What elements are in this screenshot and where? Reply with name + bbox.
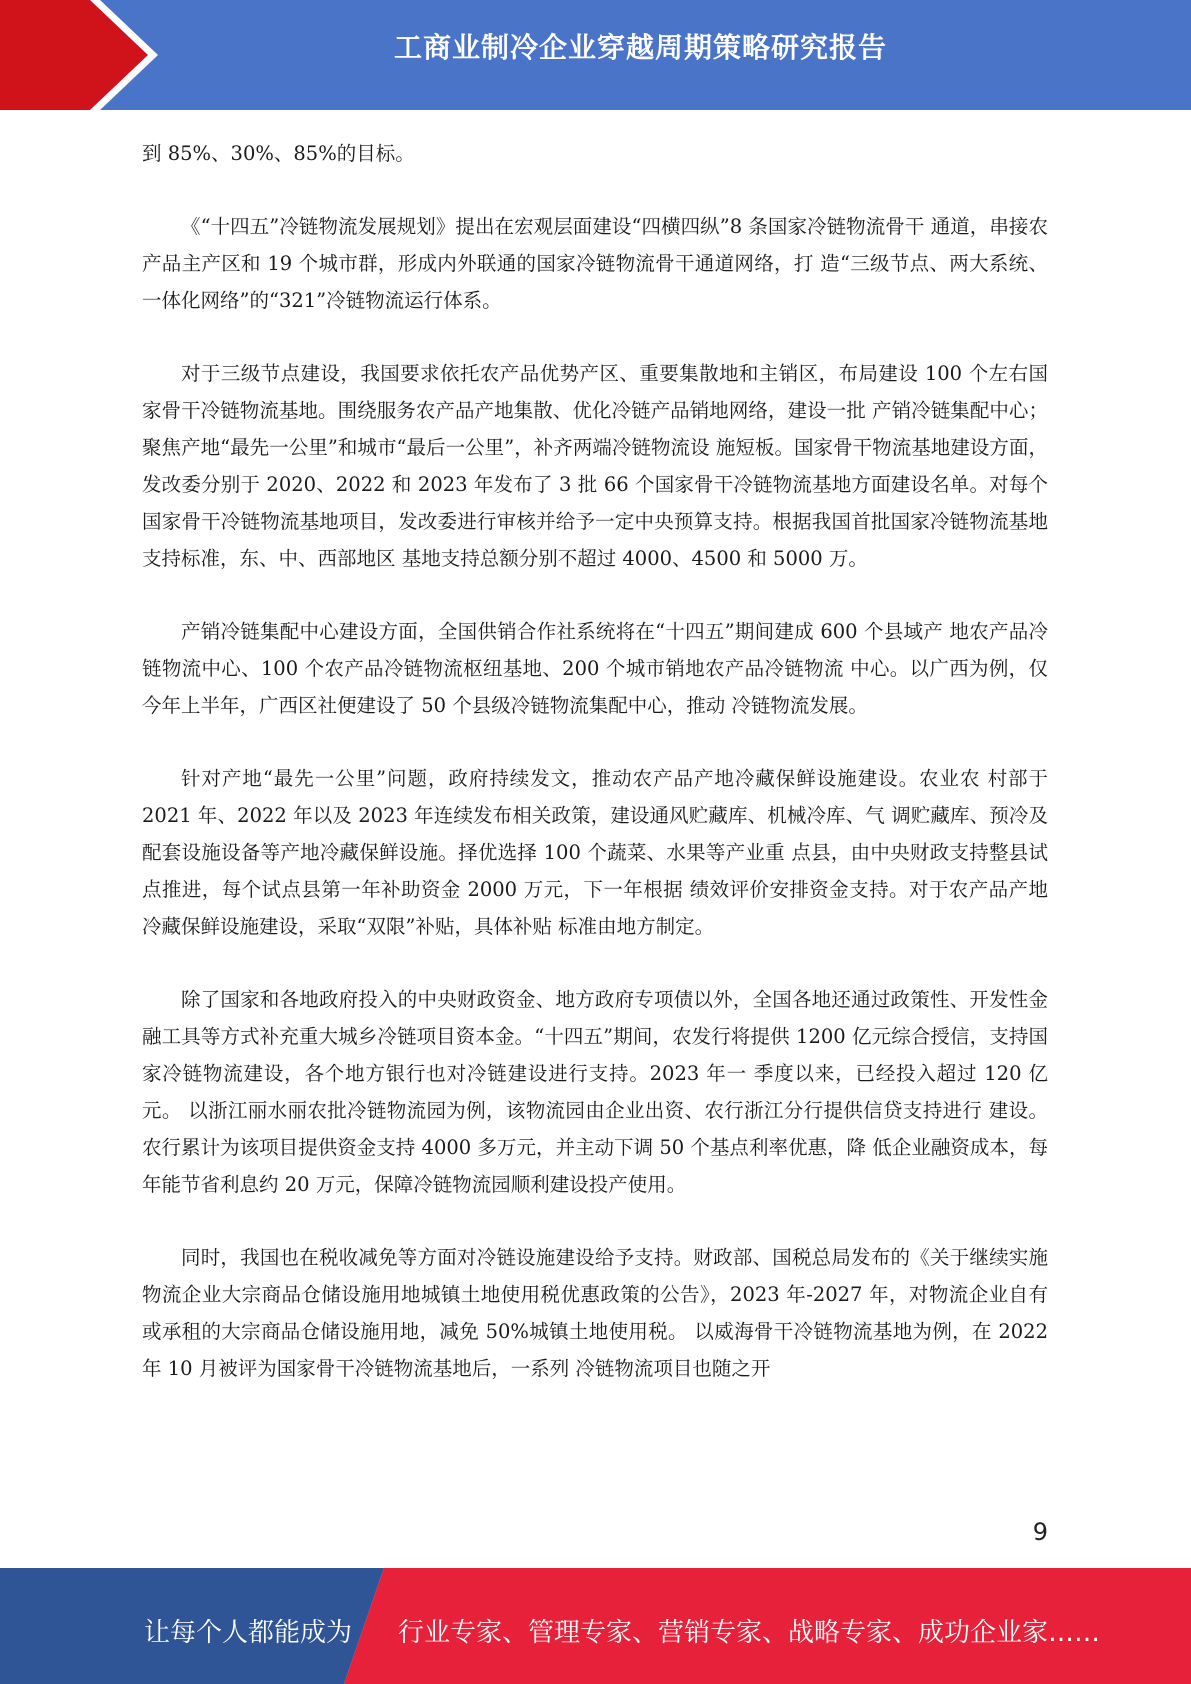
paragraph-2: 《“十四五”冷链物流发展规划》提出在宏观层面建设“四横四纵”8 条国家冷链物流骨干 通道，串接农产品主产区和 19 个城市群，形成内外联通的国家冷链物流骨干通道网络，打 造“三级节点、两大系统、一体化网络”的“321”冷链物流运行体系。 bbox=[142, 215, 1048, 312]
paragraph-6: 除了国家和各地政府投入的中央财政资金、地方政府专项债以外，全国各地还通过政策性、开发性金融工具等方式补充重大城乡冷链项目资本金。“十四五”期间，农发行将提供 1200 亿元综合授信，支持国家冷链物流建设，各个地方银行也对冷链建设进行支持。2023 年一 季度以来，已经投入超过 120 亿元。 以浙江丽水丽农批冷链物流园为例，该物流园由企业出资、农行浙江分行提供信贷支持进行 建设。农行累计为该项目提供资金支持 4000 多万元，并主动下调 50 个基点利率优惠，降 低企业融资成本，每年能节省利息约 20 万元，保障冷链物流园顺利建设投产使用。 bbox=[142, 988, 1048, 1196]
footer-slogan-left: 让每个人都能成为 bbox=[144, 1618, 353, 1648]
paragraph-5: 针对产地“最先一公里”问题，政府持续发文，推动农产品产地冷藏保鲜设施建设。农业农 村部于 2021 年、2022 年以及 2023 年连续发布相关政策，建设通风贮藏库、机械冷库、气 调贮藏库、预冷及配套设施设备等产地冷藏保鲜设施。择优选择 100 个蔬菜、水果等产业重 点县，由中央财政支持整县试点推进，每个试点县第一年补助资金 2000 万元，下一年根据 绩效评价安排资金支持。对于农产品产地冷藏保鲜设施建设，采取“双限”补贴，具体补贴 标准由地方制定。 bbox=[142, 767, 1048, 938]
body-text bbox=[142, 135, 1048, 1423]
paragraph-7: 同时，我国也在税收减免等方面对冷链设施建设给予支持。财政部、国税总局发布的《关于继续实施物流企业大宗商品仓储设施用地城镇土地使用税优惠政策的公告》，2023 年-2027 年，对物流企业自有或承租的大宗商品仓储设施用地，减免 50%城镇土地使用税。 以威海骨干冷链物流基地为例，在 2022 年 10 月被评为国家骨干冷链物流基地后，一系列 冷链物流项目也随之开 bbox=[142, 1246, 1048, 1380]
page-number: 9 bbox=[1032, 1518, 1048, 1546]
paragraph-3: 对于三级节点建设，我国要求依托农产品优势产区、重要集散地和主销区，布局建设 100 个左右国家骨干冷链物流基地。围绕服务农产品产地集散、优化冷链产品销地网络，建设一批 产销冷链集配中心；聚焦产地“最先一公里”和城市“最后一公里”，补齐两端冷链物流设 施短板。国家骨干物流基地建设方面，发改委分别于 2020、2022 和 2023 年发布了 3 批 66 个国家骨干冷链物流基地方面建设名单。对每个国家骨干冷链物流基地项目，发改委进行审核并给予一定中央预算支持。根据我国首批国家冷链物流基地支持标准，东、中、西部地区 基地支持总额分别不超过 4000、4500 和 5000 万。 bbox=[142, 362, 1048, 570]
page-footer bbox=[0, 1568, 1191, 1684]
page-header bbox=[0, 0, 1191, 110]
report-title: 工商业制冷企业穿越周期策略研究报告 bbox=[393, 31, 887, 64]
footer-slogan-right: 行业专家、管理专家、营销专家、战略专家、成功企业家…… bbox=[398, 1618, 1101, 1648]
paragraph-4: 产销冷链集配中心建设方面，全国供销合作社系统将在“十四五”期间建成 600 个县域产 地农产品冷链物流中心、100 个农产品冷链物流枢纽基地、200 个城市销地农产品冷链物流 中心。以广西为例，仅今年上半年，广西区社便建设了 50 个县级冷链物流集配中心，推动 冷链物流发展。 bbox=[142, 620, 1048, 717]
paragraph-1: 到 85%、30%、85%的目标。 bbox=[142, 142, 415, 165]
